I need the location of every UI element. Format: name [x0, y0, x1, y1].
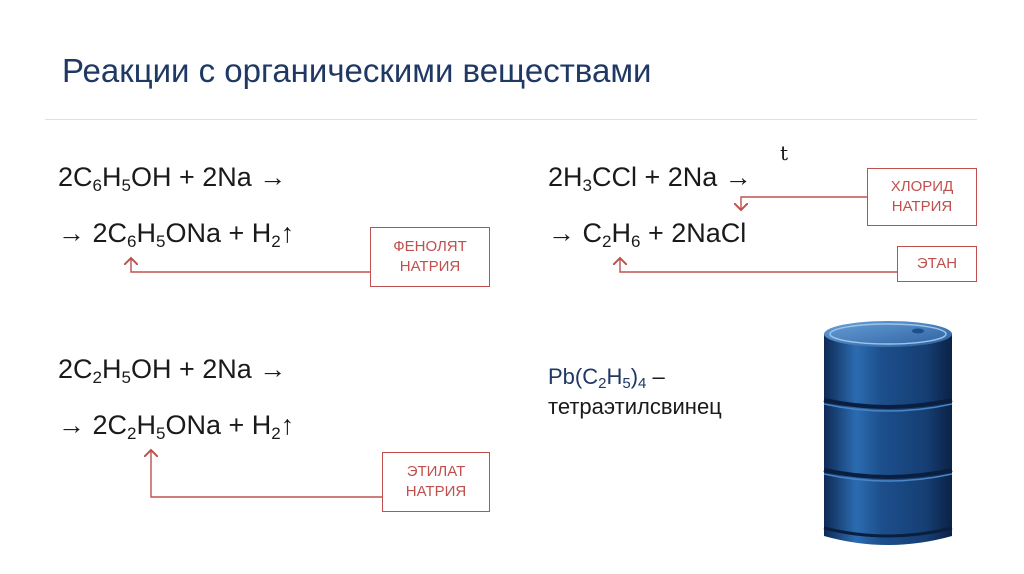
temperature-condition: t	[780, 141, 789, 165]
chloromethane-reaction-line-2: → $C_2H_6$ + 2NaCl	[548, 218, 747, 251]
phenolate-label: ФЕНОЛЯТ НАТРИЯ	[370, 227, 490, 287]
ethylate-connector	[151, 450, 382, 497]
phenol-reaction-line-2: → $2C_6H_5ONa$ + $H_2↑$	[58, 218, 295, 251]
ethylate-label: ЭТИЛАТ НАТРИЯ	[382, 452, 490, 512]
phenolate-connector	[131, 258, 370, 272]
tetraethyllead-name: тетраэтилсвинец	[548, 394, 722, 419]
ethane-connector	[620, 258, 897, 272]
ethanol-reaction-line-2: → $2C_2H_5ONa$ + $H_2↑$	[58, 410, 295, 443]
ethane-label: ЭТАН	[897, 246, 977, 282]
slide-title: Реакции с органическими веществами	[62, 52, 652, 89]
barrel-icon	[818, 318, 958, 554]
chloromethane-reaction-line-1: $2H_3CCl + 2Na$ →	[548, 162, 752, 195]
tetraethyllead-formula: $Pb(C_2H_5)_4$ –	[548, 364, 665, 392]
sodium-chloride-label: ХЛОРИД НАТРИЯ	[867, 168, 977, 226]
chloride-connector	[741, 197, 867, 210]
phenol-reaction-line-1: $2C_6H_5OH + 2Na$ →	[58, 162, 287, 195]
ethanol-reaction-line-1: $2C_2H_5OH + 2Na$ →	[58, 354, 287, 387]
